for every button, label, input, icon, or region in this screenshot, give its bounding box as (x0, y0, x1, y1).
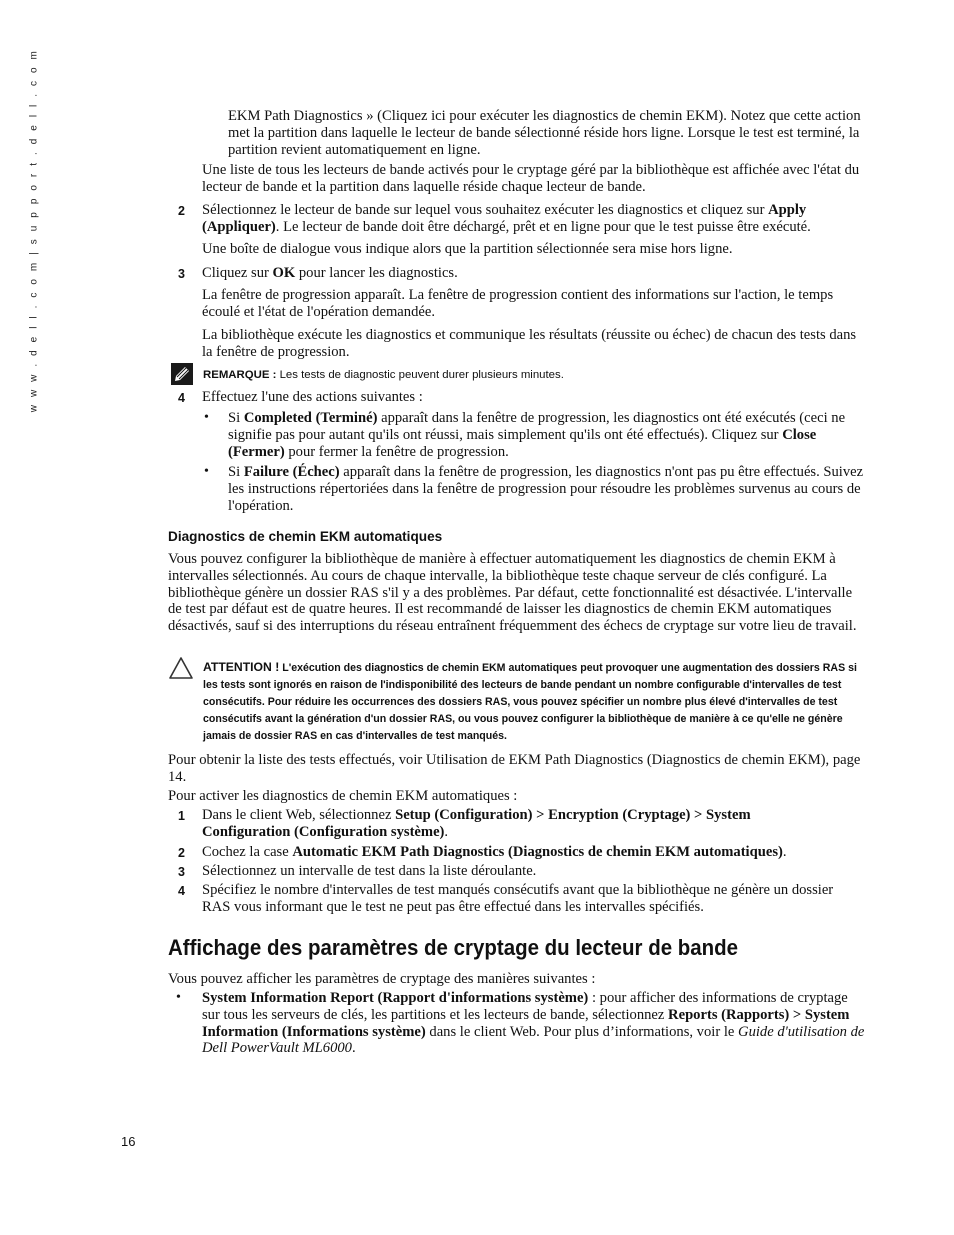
step-number: 3 (178, 267, 185, 281)
page-number: 16 (121, 1134, 136, 1149)
step-number: 3 (178, 865, 185, 879)
note-callout: REMARQUE : Les tests de diagnostic peuvent durer plusieurs minutes. (203, 369, 564, 381)
continuation-paragraph: EKM Path Diagnostics » (Cliquez ici pour exécuter les diagnostics de chemin EKM). Notez que cette action met la partition dans laquelle le lecteur de bande sélectionné réside hors ligne. Lorsque le test est terminé, la partition revient automatiquement en ligne. (228, 108, 861, 158)
enable-step-4: Spécifiez le nombre d'intervalles de test manqués consécutifs avant que la bibliothèque ne génère un dossier RAS vous informant que le test ne peut pas être effectué dans les intervalles spécifiés. (202, 882, 834, 915)
enable-step-2: Cochez la case Automatic EKM Path Diagnostics (Diagnostics de chemin EKM automatiques). (202, 844, 787, 860)
bullet-failure: Si Failure (Échec) apparaît dans la fenêtre de progression, les diagnostics n'ont pas pu être effectués. Suivez les instructions répertoriées dans la fenêtre de progression pour résoudre les problèmes survenus au cours de l'opération. (228, 464, 864, 514)
bullet-marker: • (204, 410, 209, 425)
ok-ref: OK (272, 265, 296, 281)
step-2-text: Sélectionnez le lecteur de bande sur lequel vous souhaitez exécuter les diagnostics et cliquez sur Apply (Appliquer). Le lecteur de bande doit être déchargé, prêt et en ligne pour que le test puisse être exécuté. (202, 202, 811, 235)
step-number: 1 (178, 809, 185, 823)
bullet-marker: • (204, 464, 209, 479)
user-guide-title: Guide d'utilisation de Dell PowerVault ML6000 (202, 1023, 865, 1057)
step-number: 2 (178, 846, 185, 860)
reference-link[interactable]: Pour obtenir la liste des tests effectués, voir Utilisation de EKM Path Diagnostics (Diagnostics de chemin EKM), page 14. (168, 752, 861, 785)
bullet-marker: • (176, 990, 181, 1005)
step-number: 4 (178, 391, 185, 405)
display-intro: Vous pouvez afficher les paramètres de cryptage des manières suivantes : (168, 971, 596, 987)
auto-diagnostics-heading: Diagnostics de chemin EKM automatiques (168, 529, 443, 544)
attention-callout: ATTENTION ! L'exécution des diagnostics de chemin EKM automatiques peut provoquer une augmentation des dossiers RAS si les tests sont ignorés en raison de l'indisponibilité des lecteurs de bande pendant un nombre configurable d'intervalles de test consécutifs. Pour réduire les occurrences des dossiers RAS, vous pouvez spécifier un nombre plus élevé d'intervalles de test consécutifs avant la génération d'un dossier RAS, ou vous pouvez configurer la bibliothèque de manière à ce qu'elle ne génère jamais de dossier RAS en cas d'intervalles de test manqués. (203, 660, 857, 742)
step-number: 4 (178, 884, 185, 898)
enable-step-3: Sélectionnez un intervalle de test dans la liste déroulante. (202, 863, 537, 879)
bullet-completed: Si Completed (Terminé) apparaît dans la fenêtre de progression, les diagnostics ont été exécutés (ceci ne signifie pas pour autant qu'ils ont réussi, mais simplement qu'ils ont été effectués). Cliquez sur Close (Fermer) pour fermer la fenêtre de progression. (228, 410, 846, 460)
note-pencil-icon (171, 363, 193, 385)
enable-intro: Pour activer les diagnostics de chemin EKM automatiques : (168, 788, 518, 804)
step-3-para-2: La bibliothèque exécute les diagnostics et communique les résultats (réussite ou échec) de chacun des tests dans la fenêtre de progression. (202, 327, 857, 360)
system-report-bullet: System Information Report (Rapport d'informations système) : pour afficher des informations de cryptage sur tous les serveurs de clés, les partitions et les lecteurs de bande, sélectionnez Reports (Rapports) > System Information (Informations système) dans le client Web. Pour plus d’informations, voir le Guide d'utilisation de Dell PowerVault ML6000. (202, 990, 865, 1057)
test-list-reference[interactable] (168, 752, 868, 786)
enable-step-1: Dans le client Web, sélectionnez Setup (Configuration) > Encryption (Cryptage) > System Configuration (Configuration système). (202, 807, 751, 840)
step-3-para-1: La fenêtre de progression apparaît. La fenêtre de progression contient des informations sur l'action, le temps écoulé et l'état de l'opération demandée. (202, 287, 834, 320)
attention-triangle-icon (168, 656, 194, 680)
display-section-heading: Affichage des paramètres de cryptage du lecteur de bande (168, 935, 739, 960)
step-4-text: Effectuez l'une des actions suivantes : (202, 389, 423, 405)
note-label: REMARQUE : (203, 369, 277, 381)
sidebar-url: w w w . d e l l . c o m | s u p p o r t . d e l l . c o m (28, 48, 40, 412)
apply-ref: Apply (Appliquer) (202, 202, 807, 235)
auto-diagnostics-body: Vous pouvez configurer la bibliothèque de manière à effectuer automatiquement les diagnostics de chemin EKM à intervalles sélectionnés. Au cours de chaque intervalle, la bibliothèque teste chaque serveur de clés configuré. La bibliothèque génère un dossier RAS s'il y a des problèmes. Par défaut, cette fonctionnalité est désactivée. L'intervalle de test par défaut est de quatre heures. Il est recommandé de laisser les diagnostics de chemin EKM automatiques désactivés, sauf si des interruptions du réseau entraînent fréquemment des échecs de cryptage sur votre lieu de travail. (168, 551, 857, 635)
drive-list-paragraph: Une liste de tous les lecteurs de bande activés pour le cryptage géré par la bibliothèque est affichée avec l'état du lecteur de bande et la partition dans laquelle réside chaque lecteur de bande. (202, 162, 860, 195)
step-3-text: Cliquez sur OK pour lancer les diagnostics. (202, 265, 458, 281)
step-2-followup: Une boîte de dialogue vous indique alors que la partition sélectionnée sera mise hors ligne. (202, 241, 733, 257)
attention-label: ATTENTION ! (203, 660, 280, 674)
step-number: 2 (178, 204, 185, 218)
